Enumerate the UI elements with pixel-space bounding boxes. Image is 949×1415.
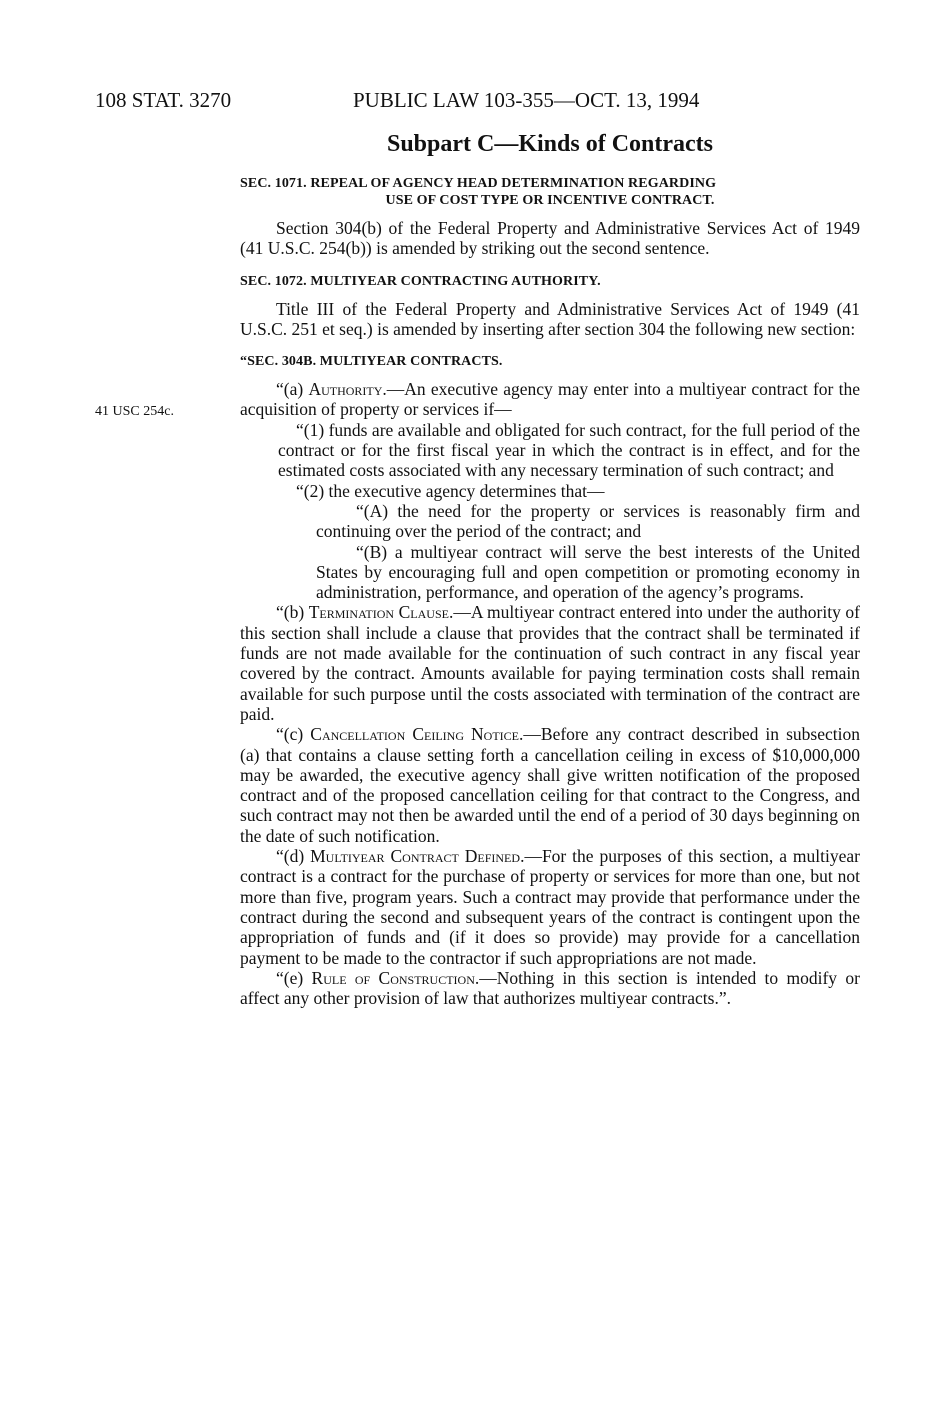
public-law-citation: PUBLIC LAW 103-355—OCT. 13, 1994 <box>353 88 700 112</box>
subparagraph-a2B: “(B) a multiyear contract will serve the best interests of the United States by encouraging full and open competition or promoting economy in administration, performance, and operation of the agency’s programs. <box>316 541 860 603</box>
subsection-c: “(c) Cancellation Ceiling Notice.—Before any contract described in subsection (a) that contains a clause setting forth a cancellation ceiling in excess of $10,000,000 may be awarded, the executive agency shall give written notification of the proposed contract and of the proposed cancellation ceiling for that contract to the Congress, and such contract may not then be awarded until the end of a period of 30 days beginning on the date of such notification. <box>240 724 860 846</box>
sec-1071-heading-line1: SEC. 1071. REPEAL OF AGENCY HEAD DETERMINATION REGARDING <box>240 176 717 191</box>
sec-1071-text: Section 304(b) of the Federal Property and Administrative Services Act of 1949 (41 U.S.C. 254(b)) is amended by striking out the second sentence. <box>240 218 860 259</box>
subsection-d: “(d) Multiyear Contract Defined.—For the purposes of this section, a multiyear contract is a contract for the purchase of property or services for more than one, but not more than five, program years. Such a contract may provide that performance under the contract during the second and subsequent years of the contract is contingent upon the appropriation of funds and (if it does so provide) may provide for a cancellation payment to be made to the contractor if such appropriations are not made. <box>240 846 860 968</box>
subsection-a: “(a) Authority.—An executive agency may enter into a multiyear contract for the acquisition of property or services if— <box>240 379 860 420</box>
sec-1072-heading: SEC. 1072. MULTIYEAR CONTRACTING AUTHORITY. <box>240 273 601 289</box>
margin-citation: 41 USC 254c. <box>95 404 174 419</box>
subparagraph-a2A: “(A) the need for the property or services is reasonably firm and continuing over the period of the contract; and <box>316 500 860 542</box>
subsection-b-caption: Termination Clause <box>308 602 449 623</box>
subsection-a-caption: Authority <box>308 379 383 400</box>
document-body <box>240 175 860 1008</box>
subpart-title: Subpart C—Kinds of Contracts <box>386 131 714 157</box>
running-header <box>0 88 949 116</box>
sec-1071-heading-line2: USE OF COST TYPE OR INCENTIVE CONTRACT. <box>385 193 715 208</box>
sec-1072-text: Title III of the Federal Property and Administrative Services Act of 1949 (41 U.S.C. 251 et seq.) is amended by inserting after section 304 the following new section: <box>240 298 860 339</box>
subsection-e: “(e) Rule of Construction.—Nothing in this section is intended to modify or affect any other provision of law that authorizes multiyear contracts.”. <box>240 967 860 1009</box>
sec-304b-heading: “SEC. 304B. MULTIYEAR CONTRACTS. <box>240 354 503 370</box>
subsection-b: “(b) Termination Clause.—A multiyear contract entered into under the authority of this section shall include a clause that provides that the contract shall be terminated if funds are not made available for the continuation of such contract in any fiscal year covered by the contract. Amounts available for paying termination costs shall remain available for such purpose until the costs associated with termination of the contract are paid. <box>240 602 860 724</box>
sec-1071-heading <box>240 175 860 209</box>
paragraph-a1: “(1) funds are available and obligated for such contract, for the full period of the contract or for the first fiscal year in which the contract is in effect, and for the estimated costs associated with any necessary termination of such contract; and <box>278 419 860 481</box>
paragraph-a2: “(2) the executive agency determines that— <box>296 480 605 501</box>
statute-page-number: 108 STAT. 3270 <box>95 88 232 112</box>
subsection-d-caption: Multiyear Contract Defined <box>310 846 521 867</box>
subsection-e-caption: Rule of Construction <box>311 967 475 988</box>
subsection-c-caption: Cancellation Ceiling Notice <box>310 724 520 745</box>
